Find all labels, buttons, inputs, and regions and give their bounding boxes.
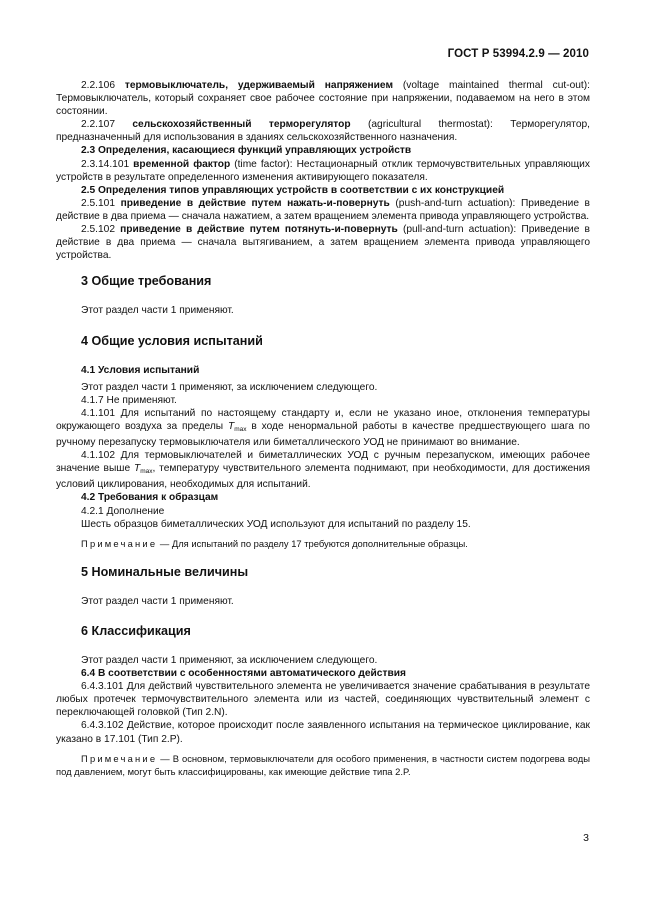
section-5-text: Этот раздел части 1 применяют.	[81, 595, 234, 607]
term-english: (pull-and-turn actuation):	[402, 224, 517, 236]
text-4-1-7: 4.1.7 Не применяют.	[81, 394, 177, 406]
text-4-1-102: 4.1.102 Для термовыключателей и биметаллических УОД с ручным перезапуском, имеющих рабочее значение выше $T_{max}$, температуру чувствительного элемента поднимают, при необходимости, для достижения условий циклирования, необходимых для испытаний.	[56, 450, 590, 491]
section-3-text: Этот раздел части 1 применяют.	[81, 305, 234, 317]
text-6-4-3-101: 6.4.3.101 Для действий чувствительного элемента не увеличивается значение срабатывания в результате любых протечек термочувствительного элемента или из частей, соединяющих чувствительный элемент с переключающей головкой (Тип 2.N).	[56, 681, 590, 719]
definition-text: Терморегулятор, предназначенный для использования в зданиях сельскохозяйственного назначения.	[56, 119, 590, 144]
definition-2-5-102	[56, 223, 590, 262]
heading-4-1: 4.1 Условия испытаний	[81, 364, 200, 376]
term-english: (voltage maintained thermal cut-out):	[402, 80, 590, 91]
standard-header: ГОСТ Р 53994.2.9 — 2010	[447, 48, 589, 60]
definition-text: Приведение в действие в два приема — сначала вытягиванием, а затем вращением элемента привода управляющего устройства.	[56, 224, 590, 262]
term: временной фактор	[133, 158, 231, 170]
text-4-2-1: 4.2.1 Дополнение	[81, 505, 165, 517]
note-text: — Для испытаний по разделу 17 требуются дополнительные образцы.	[159, 537, 468, 549]
definition-text: Приведение в действие в два приема — сначала нажатием, а затем вращением элемента привода управляющего устройства.	[56, 197, 590, 222]
section-6-text: Этот раздел части 1 применяют, за исключением следующего.	[81, 655, 378, 666]
definition-2-5-101	[56, 197, 590, 223]
text-6-4-3-102: 6.4.3.102 Действие, которое происходит после заявленного испытания на термическое циклирование, как указано в 17.101 (Тип 2.P).	[56, 720, 590, 745]
page-content	[56, 79, 590, 778]
section-3-title: 3 Общие требования	[81, 274, 212, 289]
section-6-title: 6 Классификация	[81, 623, 191, 638]
clause-number: 2.3.14.101	[81, 158, 130, 170]
definition-2-3-14-101	[56, 158, 590, 184]
heading-2-3: 2.3 Определения, касающиеся функций управляющих устройств	[81, 145, 412, 157]
note-label: Примечание	[81, 752, 158, 764]
definition-text: Нестационарный отклик термочувствительных управляющих устройств в результате определенного изменения активирующего показателя.	[56, 158, 590, 183]
note-label: Примечание	[81, 537, 158, 549]
term: термовыключатель, удерживаемый напряжением	[124, 80, 393, 91]
term-english: (push-and-turn actuation):	[395, 197, 516, 209]
definition-text: Термовыключатель, который сохраняет свое рабочее состояние при напряжении, подаваемом на него в этом состоянии.	[56, 93, 590, 118]
term: приведение в действие путем нажать-и-повернуть	[120, 197, 390, 209]
term: приведение в действие путем потянуть-и-повернуть	[120, 224, 398, 236]
term-english: (time factor):	[234, 158, 293, 170]
text-4-2-1-body: Шесть образцов биметаллических УОД используют для испытаний по разделу 15.	[81, 518, 471, 530]
tmax-symbol: $T_{max}$	[133, 463, 153, 476]
term: сельскохозяйственный терморегулятор	[132, 119, 351, 131]
heading-4-2: 4.2 Требования к образцам	[81, 492, 219, 504]
term-english: (agricultural thermostat):	[367, 119, 493, 131]
note-4-2	[56, 537, 590, 550]
note-text: — В основном, термовыключатели для особого применения, в частности систем подогрева воды под давлением, могут быть классифицированы, как имеющие действие типа 2.P.	[56, 752, 590, 777]
clause-number: 2.2.106	[81, 80, 115, 91]
note-6-4	[56, 752, 590, 778]
definition-2-2-107	[56, 118, 590, 144]
definition-2-2-106	[56, 79, 590, 118]
heading-2-5: 2.5 Определения типов управляющих устройств в соответствии с их конструкцией	[81, 184, 505, 196]
text-4-1: Этот раздел части 1 применяют, за исключением следующего.	[81, 381, 378, 393]
heading-6-4: 6.4 В соответствии с особенностями автоматического действия	[81, 668, 406, 680]
section-4-title: 4 Общие условия испытаний	[81, 333, 263, 348]
clause-number: 2.5.102	[81, 224, 115, 236]
text-4-1-101: 4.1.101 Для испытаний по настоящему стандарту и, если не указано иное, отклонения температуры окружающего воздуха за пределы $T_{max}$ в ходе ненормальной работы в качестве предшествующего шага по ручному перезапуску термовыключателя или биметаллического УОД не принимают во внимание.	[56, 407, 590, 449]
clause-number: 2.2.107	[81, 119, 115, 131]
section-5-title: 5 Номинальные величины	[81, 564, 249, 579]
clause-number: 2.5.101	[81, 197, 115, 209]
tmax-symbol: $T_{max}$	[228, 420, 247, 433]
page-number: 3	[583, 832, 589, 844]
